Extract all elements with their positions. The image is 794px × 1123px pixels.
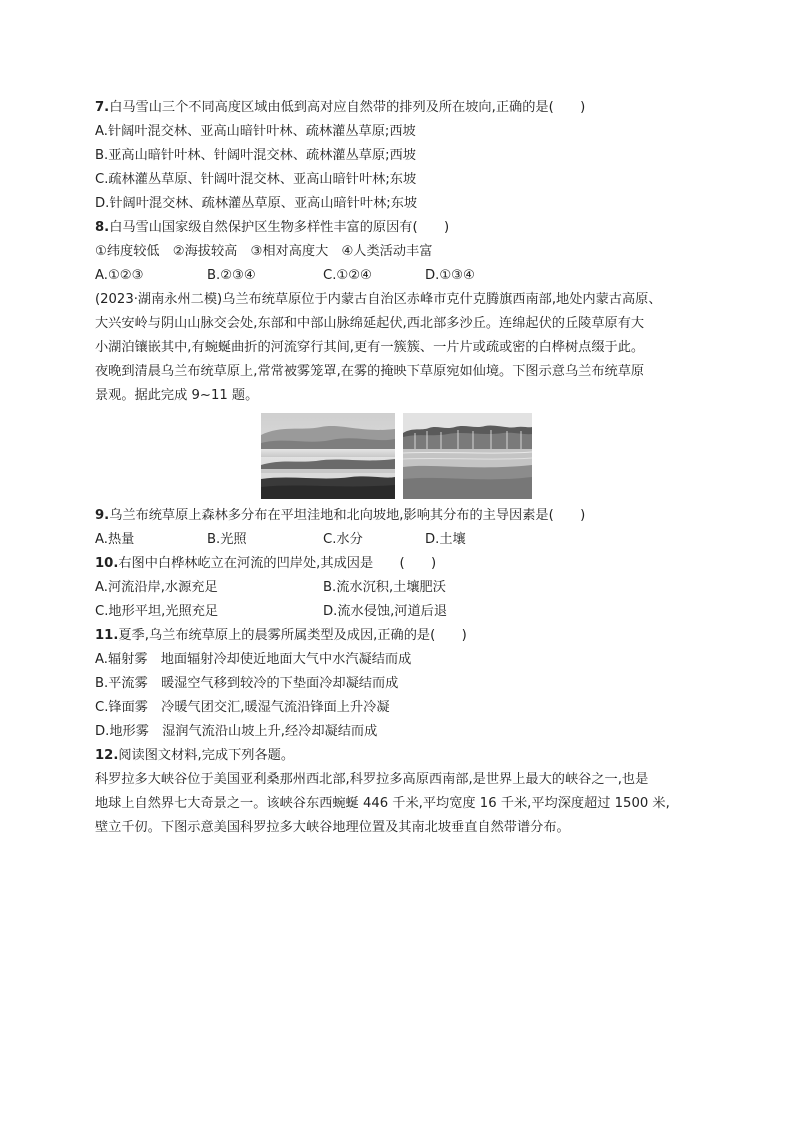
q9-option-d: D.土壤 — [425, 532, 466, 547]
q7-stem — [95, 99, 585, 117]
q8-option-a: A.①②③ — [95, 268, 144, 283]
q8-option-b: B.②③④ — [207, 268, 256, 283]
q7-option-d: D.针阔叶混交林、疏林灌丛草原、亚高山暗针叶林;东坡 — [95, 196, 418, 211]
q11-number: 11. — [95, 628, 119, 643]
q8-items: ①纬度较低 ②海拔较高 ③相对高度大 ④人类活动丰富 — [95, 244, 433, 259]
q11-option-d: D.地形雾 湿润气流沿山坡上升,经冷却凝结而成 — [95, 724, 378, 739]
q9-option-b: B.光照 — [207, 532, 247, 547]
passage-line-3: 小湖泊镶嵌其中,有蜿蜒曲折的河流穿行其间,更有一簇簇、一片片或疏或密的白桦树点缀于此。 — [95, 340, 645, 355]
q11-option-a: A.辐射雾 地面辐射冷却使近地面大气中水汽凝结而成 — [95, 652, 412, 667]
q9-stem-text: 乌兰布统草原上森林多分布在平坦洼地和北向坡地,影响其分布的主导因素是( ) — [109, 508, 586, 523]
q12-passage-line-3: 壁立千仞。下图示意美国科罗拉多大峡谷地理位置及其南北坡垂直自然带谱分布。 — [95, 820, 570, 835]
q12-number: 12. — [95, 748, 119, 763]
q12-stem — [95, 747, 294, 765]
q10-option-c: C.地形平坦,光照充足 — [95, 604, 219, 619]
q11-option-c: C.锋面雾 冷暖气团交汇,暖湿气流沿锋面上升冷凝 — [95, 700, 390, 715]
q10-option-b: B.流水沉积,土壤肥沃 — [323, 580, 446, 595]
q10-stem-text: 右图中白桦林屹立在河流的凹岸处,其成因是 ( ) — [118, 556, 437, 571]
q9-option-a: A.热量 — [95, 532, 135, 547]
q8-option-c: C.①②④ — [323, 268, 372, 283]
q10-stem — [95, 555, 436, 573]
q10-option-a: A.河流沿岸,水源充足 — [95, 580, 218, 595]
q8-number: 8. — [95, 220, 110, 235]
q10-option-d: D.流水侵蚀,河道后退 — [323, 604, 448, 619]
q7-option-c: C.疏林灌丛草原、针阔叶混交林、亚高山暗针叶林;东坡 — [95, 172, 417, 187]
q8-stem — [95, 219, 449, 237]
q10-number: 10. — [95, 556, 119, 571]
q9-option-c: C.水分 — [323, 532, 363, 547]
birch-river-photo — [403, 413, 532, 499]
passage-line-1: (2023·湖南永州二模)乌兰布统草原位于内蒙古自治区赤峰市克什克腾旗西南部,地处内蒙古高原、 — [95, 292, 662, 307]
passage-line-2: 大兴安岭与阴山山脉交会处,东部和中部山脉绵延起伏,西北部多沙丘。连绵起伏的丘陵草原有大 — [95, 316, 645, 331]
q11-stem — [95, 627, 467, 645]
q11-option-b: B.平流雾 暖湿空气移到较冷的下垫面冷却凝结而成 — [95, 676, 399, 691]
foggy-hills-photo — [261, 413, 395, 499]
q11-stem-text: 夏季,乌兰布统草原上的晨雾所属类型及成因,正确的是( ) — [118, 628, 467, 643]
passage-line-4: 夜晚到清晨乌兰布统草原上,常常被雾笼罩,在雾的掩映下草原宛如仙境。下图示意乌兰布统草原 — [95, 364, 645, 379]
q12-passage-line-2: 地球上自然界七大奇景之一。该峡谷东西蜿蜒 446 千米,平均宽度 16 千米,平均深度超过 1500 米, — [95, 796, 670, 811]
q7-option-a: A.针阔叶混交林、亚高山暗针叶林、疏林灌丛草原;西坡 — [95, 124, 416, 139]
q9-stem — [95, 507, 585, 525]
q7-option-b: B.亚高山暗针叶林、针阔叶混交林、疏林灌丛草原;西坡 — [95, 148, 416, 163]
q8-option-d: D.①③④ — [425, 268, 475, 283]
q7-number: 7. — [95, 100, 110, 115]
passage-line-5: 景观。据此完成 9~11 题。 — [95, 388, 259, 403]
q9-number: 9. — [95, 508, 110, 523]
q12-stem-text: 阅读图文材料,完成下列各题。 — [118, 748, 295, 763]
q12-passage-line-1: 科罗拉多大峡谷位于美国亚利桑那州西北部,科罗拉多高原西南部,是世界上最大的峡谷之一,也是 — [95, 772, 649, 787]
q7-stem-text: 白马雪山三个不同高度区域由低到高对应自然带的排列及所在坡向,正确的是( ) — [109, 100, 586, 115]
q8-stem-text: 白马雪山国家级自然保护区生物多样性丰富的原因有( ) — [109, 220, 450, 235]
